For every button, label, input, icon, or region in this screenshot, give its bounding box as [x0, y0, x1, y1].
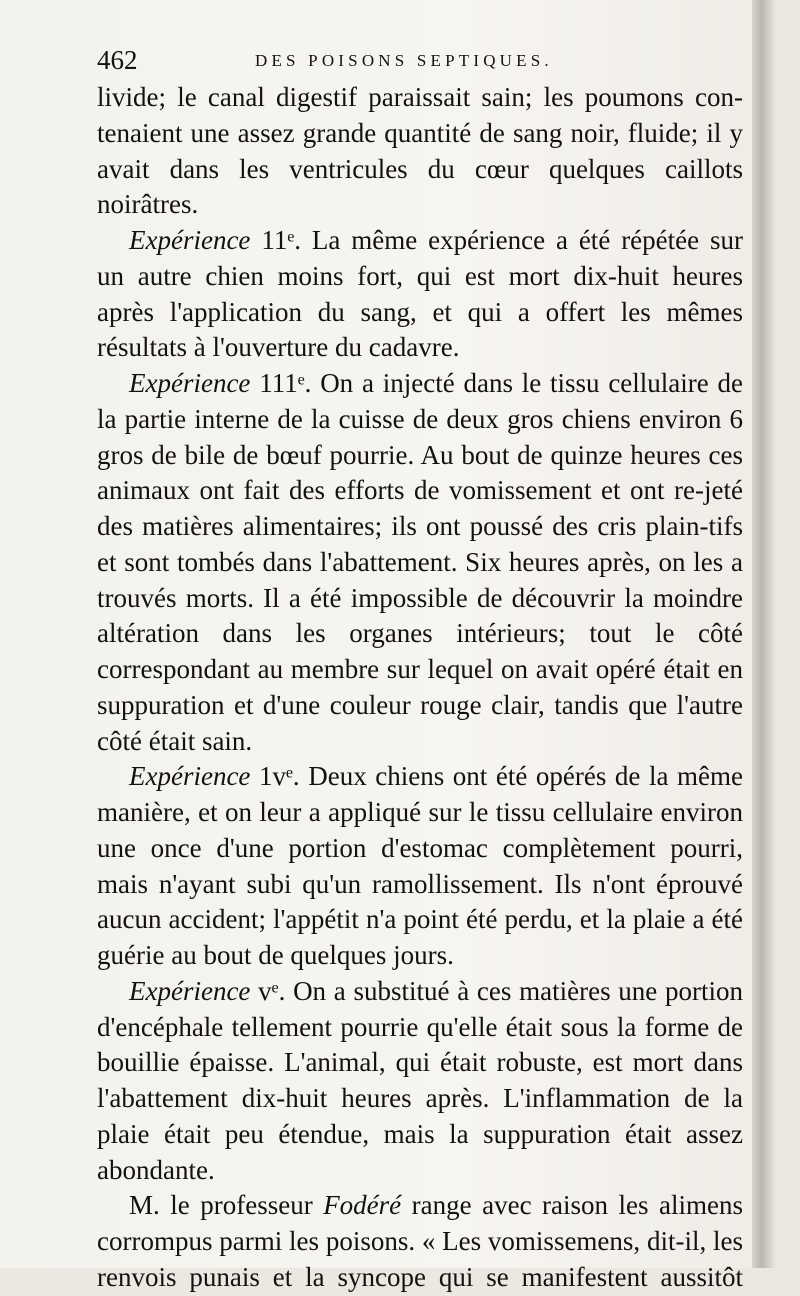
paragraph-text: Deux chiens ont été opérés de la même manière, et on leur a appliqué sur le tissu cellulaire environ une once d'une portion d'estomac complètement pourri, mais n'ayant subi qu'un ramollissement. Ils n'ont éprouvé aucun accident; l'appétit n'a point été perdu, et la plaie a été guérie au bout de quelques jours.: [97, 761, 743, 970]
paragraph-intro: M. le professeur: [129, 1190, 313, 1221]
experience-numeral: vᵉ.: [258, 975, 286, 1006]
experience-label: Expérience: [129, 368, 251, 398]
body-text: [97, 80, 743, 1296]
paragraph-text: On a injecté dans le tissu cellulaire de la partie interne de la cuisse de deux gros chiens environ 6 gros de bile de bœuf pourrie. Au bout de quinze heures ces animaux ont fait des efforts de vomissement et ont re-jeté des matières alimentaires; ils ont poussé des cris plain-tifs et sont tombés dans l'abattement. Six heures après, on les a trouvés morts. Il a été impossible de découvrir la moindre altération dans les organes intérieurs; tout le côté correspondant au membre sur lequel on avait opéré était en suppuration et d'une couleur rouge clair, tandis que l'autre côté était sain.: [97, 368, 744, 756]
paragraph-experience-3: [97, 366, 743, 759]
experience-label: Expérience: [129, 975, 251, 1006]
paragraph-continuation: [97, 80, 743, 223]
page-edge-shadow: [752, 0, 776, 1268]
paragraph-experience-4: [97, 759, 743, 974]
paragraph-text: range avec raison les alimens corrompus parmi les poisons. « Les vomissemens, dit-il, les renvois punais et la syncope qui se manifestent aussitôt: [97, 1190, 743, 1292]
experience-numeral: 11ᵉ.: [261, 225, 301, 255]
paragraph-experience-2: [97, 223, 743, 366]
paragraph-text: On a substitué à ces matières une portion d'encéphale tellement pourrie qu'elle était sous la forme de bouillie épaisse. L'animal, qui était robuste, est mort dans l'abattement dix-huit heures après. L'inflammation de la plaie était peu étendue, mais la suppuration était assez abondante.: [97, 975, 744, 1185]
running-head: [97, 40, 757, 80]
running-title: DES POISONS SEPTIQUES.: [255, 51, 553, 70]
experience-label: Expérience: [129, 761, 251, 792]
experience-numeral: 111ᵉ.: [259, 368, 312, 398]
paragraph-text: La même expérience a été répétée sur un autre chien moins fort, qui est mort dix-huit heures après l'application du sang, et qui a offert les mêmes résultats à l'ouverture du cadavre.: [97, 225, 744, 363]
page-number: 462: [97, 45, 138, 75]
paragraph-fodere: [97, 1188, 743, 1295]
paragraph-text: livide; le canal digestif paraissait sain; les poumons con-tenaient une assez grande quantité de sang noir, fluide; il y avait dans les ventricules du cœur quelques caillots noirâtres.: [97, 82, 743, 220]
paragraph-experience-5: [97, 974, 743, 1189]
author-name: Fodéré: [323, 1190, 402, 1221]
experience-label: Expérience: [129, 225, 251, 255]
experience-numeral: 1vᵉ.: [258, 761, 300, 792]
